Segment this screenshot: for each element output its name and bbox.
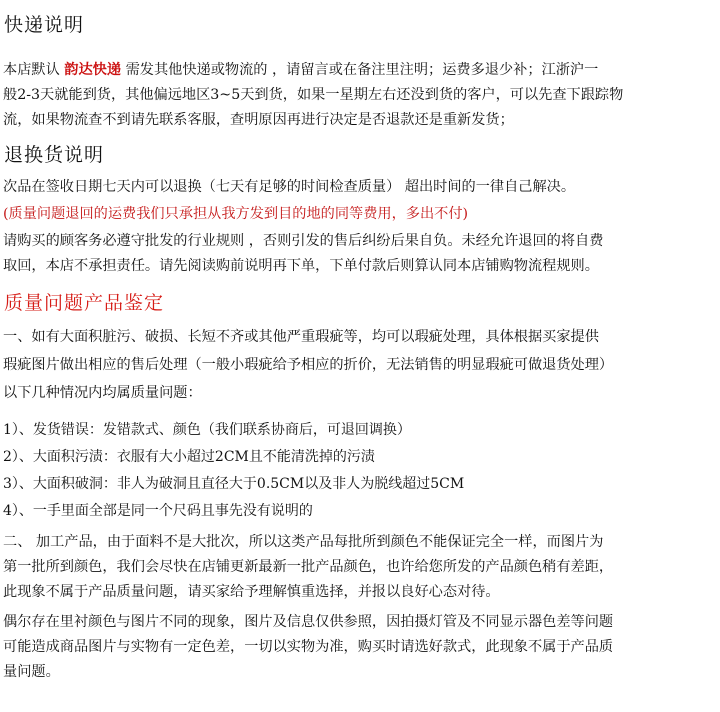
quality-paragraph-1 bbox=[3, 323, 720, 407]
shipping-intro-before: 本店默认 bbox=[3, 62, 60, 78]
quality-item-1: 1）、发货错误：发错款式、颜色（我们联系协商后，可退回调换） bbox=[3, 422, 411, 438]
returns-line-3: 请购买的顾客务必遵守批发的行业规则 ，否则引发的售后纠纷后果自负。未经允许退回的将自费 bbox=[3, 233, 604, 249]
shipping-title: 快递说明 bbox=[4, 14, 85, 36]
quality-p1-line-2: 瑕疵图片做出相应的售后处理（一般小瑕疵给予相应的折价，无法销售的明显瑕疵可做退货处理） bbox=[3, 357, 614, 373]
quality-paragraph-3 bbox=[3, 610, 720, 685]
returns-freight-notice: (质量问题退回的运费我们只承担从我方发到目的地的同等费用，多出不付) bbox=[3, 206, 469, 222]
shipping-paragraph bbox=[3, 58, 720, 133]
shipping-intro-after: 需发其他快递或物流的 ，请留言或在备注里注明；运费多退少补；江浙沪一 bbox=[125, 62, 599, 78]
shipping-line-1 bbox=[3, 58, 720, 83]
courier-name: 韵达快递 bbox=[64, 62, 122, 78]
returns-title: 退换货说明 bbox=[4, 144, 105, 166]
shipping-line-2: 般2-3天就能到货，其他偏远地区3~5天到货，如果一星期左右还没到货的客户，可以先查下跟踪物 bbox=[3, 87, 624, 103]
quality-paragraph-2 bbox=[3, 530, 720, 605]
returns-line-4: 取回，本店不承担责任。请先阅读购前说明再下单，下单付款后则算认同本店铺购物流程规则。 bbox=[3, 258, 599, 274]
quality-p3-line-3: 量问题。 bbox=[3, 664, 60, 680]
quality-p1-line-1: 一、如有大面积脏污、破损、长短不齐或其他严重瑕疵等，均可以瑕疵处理，具体根据买家提供 bbox=[3, 329, 599, 345]
quality-p3-line-2: 可能造成商品图片与实物有一定色差，一切以实物为准，购买时请选好款式，此现象不属于产品质 bbox=[3, 639, 614, 655]
quality-item-3: 3）、大面积破洞：非人为破洞且直径大于0.5CM以及非人为脱线超过5CM bbox=[3, 476, 465, 492]
quality-p3-line-1: 偶尔存在里衬颜色与图片不同的现象，图片及信息仅供参照，因拍摄灯管及不同显示器色差等问题 bbox=[3, 614, 614, 630]
quality-p1-line-3: 以下几种情况内均属质量问题： bbox=[3, 385, 202, 401]
quality-p2-line-3: 此现象不属于产品质量问题，请买家给予理解慎重选择，并报以良好心态对待。 bbox=[3, 584, 500, 600]
returns-line-1: 次品在签收日期七天内可以退换（七天有足够的时间检查质量） 超出时间的一律自己解决。 bbox=[3, 179, 576, 195]
quality-item-4: 4）、一手里面全部是同一个尺码且事先没有说明的 bbox=[3, 503, 313, 519]
quality-title: 质量问题产品鉴定 bbox=[4, 292, 165, 314]
quality-p2-line-1: 二、 加工产品，由于面料不是大批次，所以这类产品每批所到颜色不能保证完全一样，而图片为 bbox=[3, 534, 604, 550]
shipping-line-3: 流，如果物流查不到请先联系客服，查明原因再进行决定是否退款还是重新发货； bbox=[3, 112, 514, 128]
quality-p2-line-2: 第一批所到颜色，我们会尽快在店铺更新最新一批产品颜色，也许给您所发的产品颜色稍有差距， bbox=[3, 559, 614, 575]
quality-item-2: 2）、大面积污渍：衣服有大小超过2CM且不能清洗掉的污渍 bbox=[3, 449, 375, 465]
returns-paragraph bbox=[3, 229, 720, 279]
